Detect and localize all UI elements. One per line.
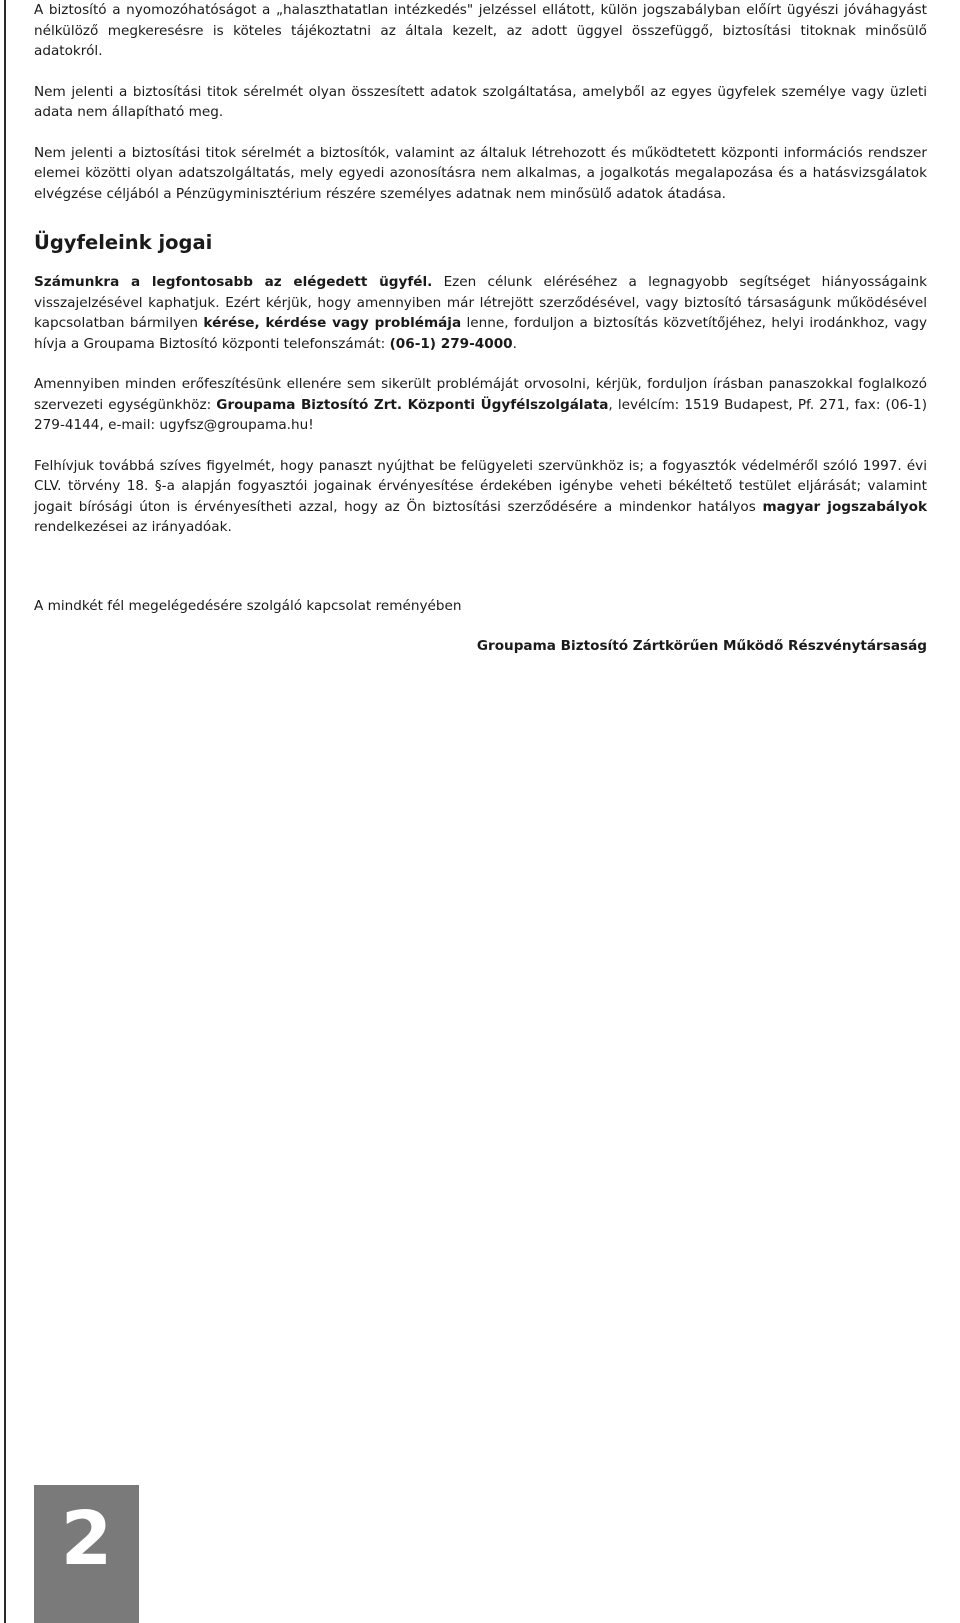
page-number-box xyxy=(34,1485,139,1623)
text-complaint-intro: Amennyiben minden erőfeszítésünk ellenére sem sikerült problémáját orvosolni, kérjük, forduljon írásban panaszokkal foglalkozó szervezeti egységünkhöz: xyxy=(34,376,927,413)
text-contact-options: lenne, forduljon a biztosítás közvetítőjéhez, helyi irodánkhoz, vagy hívja a Groupama Biztosító központi telefonszámát: xyxy=(34,315,928,352)
bold-satisfied-customer: Számunkra a legfontosabb az elégedett ügyfél. xyxy=(34,274,433,290)
bold-central-phone: (06-1) 279-4000 xyxy=(389,335,513,352)
bold-customer-service-unit: Groupama Biztosító Zrt. Központi Ügyfélszolgálata xyxy=(216,396,609,413)
closing-line: A mindkét fél megelégedésére szolgáló kapcsolat reményében xyxy=(34,597,462,614)
page-number: 2 xyxy=(60,1496,113,1582)
text-supervisory-intro: Felhívjuk továbbá szíves figyelmét, hogy panaszt nyújthat be felügyeleti szervünkhöz is; a fogyasztók védelméről szóló 1997. évi CLV. törvény 18. §-a alapján fogyasztói jogainak érvényesítése érdekében igénybe veheti békéltető testület eljárását; valamint jogait bírósági úton is érvényesítheti azzal, hogy az Ön biztosítási szerződésére a mindenkor hatályos xyxy=(34,457,927,515)
paragraph-urgent-measures: A biztosító a nyomozóhatóságot a „halaszthatatlan intézkedés" jelzéssel ellátott, külön jogszabályban előírt ügyészi jóváhagyást nélkülöző megkeresésre is köteles tájékoztatni az általa kezelt, az adott üggyel összefüggő, biztosítási titoknak minősülő adatokról. xyxy=(34,2,927,59)
left-margin-rule xyxy=(4,0,6,1623)
text-period: . xyxy=(512,335,517,352)
paragraph-data-exchange: Nem jelenti a biztosítási titok sérelmét a biztosítók, valamint az általuk létrehozott és működtetett központi információs rendszer elemei közötti olyan adatszolgáltatás, mely egyedi azonosításra nem alkalmas, a jogalkotás megalapozása és a hatásvizsgálatok elvégzése céljából a Pénzügyminisztérium részére személyes adatnak nem minősülő adatok átadása. xyxy=(34,144,927,202)
paragraph-written-complaint xyxy=(34,374,927,436)
company-signature: Groupama Biztosító Zártkörűen Működő Részvénytársaság xyxy=(476,638,927,654)
section-heading-customer-rights: Ügyfeleink jogai xyxy=(34,231,213,254)
text-feedback: Ezen célunk eléréséhez a legnagyobb segítséget hiányosságaink visszajelzésével kaphatjuk. Ezért kérjük, hogy amennyiben már létrejött szerződésével, vagy biztosító társaságunk működésével kapcsolatban bármilyen xyxy=(34,274,928,331)
paragraph-aggregated-data: Nem jelenti a biztosítási titok sérelmét olyan összesített adatok szolgáltatása, amelyből az egyes ügyfelek személye vagy üzleti adata nem állapítható meg. xyxy=(34,83,927,120)
bold-request-question-problem: kérése, kérdése vagy problémája xyxy=(203,315,462,331)
text-postal-contact: , levélcím: 1519 Budapest, Pf. 271, fax: (06-1) 279-4144, e-mail: ugyfsz@groupama.hu! xyxy=(34,396,927,433)
paragraph-satisfied-customer xyxy=(34,272,927,354)
text-provisions: rendelkezései az irányadóak. xyxy=(34,519,232,535)
document-body xyxy=(34,0,927,657)
bold-hungarian-law: magyar jogszabályok xyxy=(762,498,927,515)
paragraph-supervisory-authority xyxy=(34,456,927,538)
